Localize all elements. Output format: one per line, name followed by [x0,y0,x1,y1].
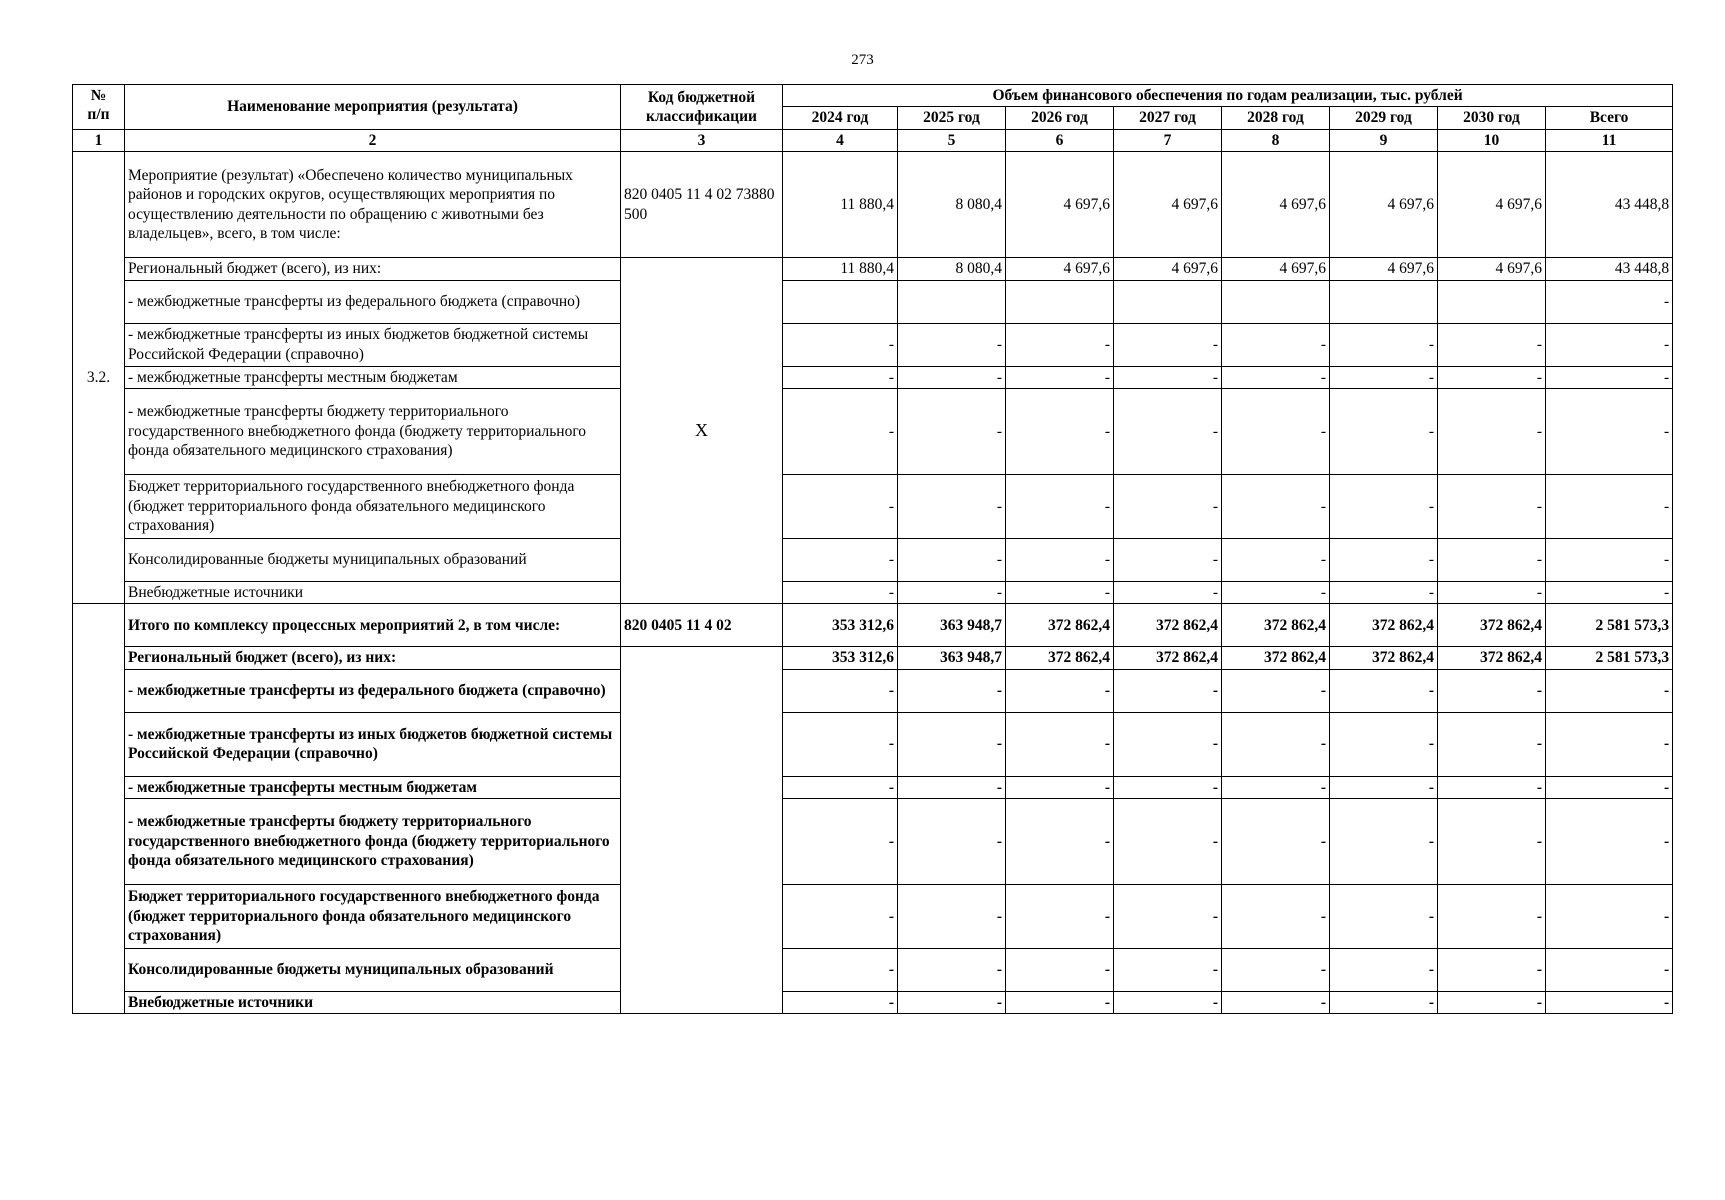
total-value-cell: - [1546,949,1673,992]
year-value-cell: - [898,669,1006,712]
activity-name-cell: Внебюджетные источники [125,581,621,603]
activity-name-cell: - межбюджетные трансферты из федерального бюджета (справочно) [125,280,621,323]
year-value-cell: - [1114,323,1222,366]
year-value-cell: - [783,388,898,474]
year-value-cell: 372 862,4 [1222,647,1330,669]
year-value-cell: - [1438,538,1546,581]
year-value-cell: - [1438,366,1546,388]
header-name: Наименование мероприятия (результата) [125,85,621,130]
year-value-cell: - [1438,581,1546,603]
header-year: 2029 год [1330,107,1438,129]
header-num: № п/п [73,85,125,130]
year-value-cell: - [783,323,898,366]
activity-name-cell: Внебюджетные источники [125,992,621,1014]
budget-code-cell: 820 0405 11 4 02 [621,604,783,647]
page-number: 273 [851,52,874,68]
year-value-cell: - [1330,885,1438,949]
year-value-cell: - [1222,712,1330,776]
year-value-cell: 363 948,7 [898,604,1006,647]
row-number-cell [73,604,125,1014]
column-index: 10 [1438,129,1546,151]
year-value-cell: - [898,799,1006,885]
year-value-cell: - [1222,366,1330,388]
year-value-cell: - [898,366,1006,388]
total-value-cell: 2 581 573,3 [1546,647,1673,669]
year-value-cell: - [1330,776,1438,798]
year-value-cell: 8 080,4 [898,152,1006,258]
activity-name-cell: - межбюджетные трансферты бюджету территориального государственного внебюджетного фонда (бюджету территориального фонда обязательного медицинского страхования) [125,388,621,474]
column-index: 8 [1222,129,1330,151]
table-row [73,323,1673,366]
year-value-cell: - [1330,799,1438,885]
year-value-cell: - [783,474,898,538]
header-code: Код бюджетной классификации [621,85,783,130]
table-row [73,280,1673,323]
year-value-cell: - [1330,949,1438,992]
year-value-cell: - [1438,776,1546,798]
year-value-cell: 4 697,6 [1006,258,1114,280]
year-value-cell: - [783,799,898,885]
budget-code-sub-cell [621,647,783,1014]
year-value-cell: - [1330,323,1438,366]
header-finance: Объем финансового обеспечения по годам реализации, тыс. рублей [783,85,1673,107]
year-value-cell: - [1114,799,1222,885]
activity-name-cell: - межбюджетные трансферты местным бюджетам [125,366,621,388]
activity-name-cell: - межбюджетные трансферты бюджету территориального государственного внебюджетного фонда (бюджету территориального фонда обязательного медицинского страхования) [125,799,621,885]
year-value-cell: - [1222,474,1330,538]
table-row [73,799,1673,885]
column-index-row [73,129,1673,151]
year-value-cell: - [1114,538,1222,581]
year-value-cell: - [783,992,898,1014]
table-row [73,669,1673,712]
total-value-cell: 2 581 573,3 [1546,604,1673,647]
year-value-cell: - [898,885,1006,949]
header-total: Всего [1546,107,1673,129]
year-value-cell: - [1006,776,1114,798]
year-value-cell: 372 862,4 [1438,647,1546,669]
total-value-cell: - [1546,776,1673,798]
total-value-cell: - [1546,280,1673,323]
year-value-cell: - [1006,712,1114,776]
activity-name-cell: Региональный бюджет (всего), из них: [125,258,621,280]
table-row [73,366,1673,388]
year-value-cell: 372 862,4 [1330,647,1438,669]
table-row [73,152,1673,258]
year-value-cell: - [1330,581,1438,603]
budget-table [72,84,1673,1014]
year-value-cell: - [1114,712,1222,776]
table-row [73,647,1673,669]
year-value-cell: - [1438,885,1546,949]
total-value-cell: - [1546,366,1673,388]
year-value-cell: - [1222,669,1330,712]
year-value-cell: - [1114,885,1222,949]
year-value-cell: - [1006,323,1114,366]
column-index: 1 [73,129,125,151]
year-value-cell: - [1006,992,1114,1014]
year-value-cell: - [898,992,1006,1014]
header-year: 2024 год [783,107,898,129]
year-value-cell: - [1222,885,1330,949]
year-value-cell: 372 862,4 [1006,604,1114,647]
total-value-cell: - [1546,799,1673,885]
header-year: 2025 год [898,107,1006,129]
year-value-cell: - [898,949,1006,992]
year-value-cell: - [1438,712,1546,776]
total-value-cell: - [1546,992,1673,1014]
table-body [73,152,1673,1014]
year-value-cell: 372 862,4 [1114,647,1222,669]
table-row [73,258,1673,280]
year-value-cell: - [1114,992,1222,1014]
year-value-cell: - [783,366,898,388]
year-value-cell: 4 697,6 [1438,152,1546,258]
table-row [73,581,1673,603]
year-value-cell: - [1006,581,1114,603]
year-value-cell [898,280,1006,323]
activity-name-cell: Консолидированные бюджеты муниципальных образований [125,538,621,581]
year-value-cell: - [1006,388,1114,474]
total-value-cell: 43 448,8 [1546,152,1673,258]
year-value-cell: 4 697,6 [1006,152,1114,258]
year-value-cell: - [1006,669,1114,712]
total-value-cell: - [1546,712,1673,776]
year-value-cell: 4 697,6 [1330,152,1438,258]
header-year: 2026 год [1006,107,1114,129]
table-row [73,949,1673,992]
total-value-cell: - [1546,581,1673,603]
total-value-cell: - [1546,669,1673,712]
year-value-cell: - [1438,323,1546,366]
year-value-cell: - [1114,669,1222,712]
year-value-cell [1114,280,1222,323]
header-year: 2028 год [1222,107,1330,129]
year-value-cell: - [898,712,1006,776]
year-value-cell: - [1114,581,1222,603]
table-row [73,992,1673,1014]
year-value-cell: - [1438,388,1546,474]
total-value-cell: - [1546,323,1673,366]
year-value-cell: - [1222,776,1330,798]
activity-name-cell: Бюджет территориального государственного внебюджетного фонда (бюджет территориального фонда обязательного медицинского страхования) [125,474,621,538]
year-value-cell: 11 880,4 [783,152,898,258]
table-row [73,885,1673,949]
year-value-cell: - [1222,949,1330,992]
year-value-cell: - [1222,581,1330,603]
year-value-cell: - [1114,949,1222,992]
column-index: 11 [1546,129,1673,151]
year-value-cell: - [1114,776,1222,798]
row-number-cell: 3.2. [73,152,125,604]
year-value-cell: 353 312,6 [783,604,898,647]
year-value-cell: - [898,538,1006,581]
year-value-cell: - [1222,799,1330,885]
year-value-cell: - [783,538,898,581]
year-value-cell: - [1114,388,1222,474]
table-row [73,604,1673,647]
year-value-cell: - [1006,949,1114,992]
year-value-cell: 8 080,4 [898,258,1006,280]
total-value-cell: - [1546,538,1673,581]
activity-name-cell: Консолидированные бюджеты муниципальных образований [125,949,621,992]
year-value-cell [783,280,898,323]
column-index: 3 [621,129,783,151]
total-value-cell: - [1546,388,1673,474]
year-value-cell: 11 880,4 [783,258,898,280]
activity-name-cell: - межбюджетные трансферты из иных бюджетов бюджетной системы Российской Федерации (справочно) [125,323,621,366]
year-value-cell: - [1330,992,1438,1014]
year-value-cell [1222,280,1330,323]
year-value-cell: - [1006,474,1114,538]
total-value-cell: - [1546,885,1673,949]
year-value-cell: - [1006,799,1114,885]
total-value-cell: 43 448,8 [1546,258,1673,280]
year-value-cell: - [1222,323,1330,366]
header-year: 2027 год [1114,107,1222,129]
year-value-cell: - [1006,366,1114,388]
year-value-cell: 4 697,6 [1114,258,1222,280]
year-value-cell: - [1330,388,1438,474]
column-index: 5 [898,129,1006,151]
year-value-cell: - [1006,538,1114,581]
year-value-cell: 4 697,6 [1222,152,1330,258]
year-value-cell: - [1438,992,1546,1014]
year-value-cell: - [1438,949,1546,992]
column-index: 7 [1114,129,1222,151]
activity-name-cell: Региональный бюджет (всего), из них: [125,647,621,669]
year-value-cell: - [783,776,898,798]
table-row [73,474,1673,538]
table-row [73,538,1673,581]
column-index: 4 [783,129,898,151]
year-value-cell: - [1222,992,1330,1014]
year-value-cell: 372 862,4 [1438,604,1546,647]
year-value-cell [1330,280,1438,323]
year-value-cell: - [1330,712,1438,776]
year-value-cell: - [1222,388,1330,474]
year-value-cell: 4 697,6 [1330,258,1438,280]
table-row [73,388,1673,474]
total-value-cell: - [1546,474,1673,538]
year-value-cell: 372 862,4 [1114,604,1222,647]
header-row-1 [73,85,1673,107]
year-value-cell: - [1438,474,1546,538]
table-row [73,712,1673,776]
year-value-cell: - [898,323,1006,366]
column-index: 2 [125,129,621,151]
year-value-cell: - [1006,885,1114,949]
year-value-cell: 372 862,4 [1330,604,1438,647]
year-value-cell: - [783,885,898,949]
year-value-cell: - [1222,538,1330,581]
year-value-cell: - [1330,474,1438,538]
activity-name-cell: Итого по комплексу процессных мероприятий 2, в том числе: [125,604,621,647]
year-value-cell: - [898,776,1006,798]
activity-name-cell: - межбюджетные трансферты из федерального бюджета (справочно) [125,669,621,712]
year-value-cell: - [898,581,1006,603]
column-index: 9 [1330,129,1438,151]
year-value-cell: - [898,388,1006,474]
year-value-cell: 4 697,6 [1438,258,1546,280]
year-value-cell: - [898,474,1006,538]
year-value-cell: - [1330,538,1438,581]
year-value-cell: - [1438,799,1546,885]
activity-name-cell: - межбюджетные трансферты местным бюджетам [125,776,621,798]
column-index: 6 [1006,129,1114,151]
year-value-cell: - [783,581,898,603]
year-value-cell: - [783,949,898,992]
budget-code-cell: 820 0405 11 4 02 73880 500 [621,152,783,258]
year-value-cell: - [1114,366,1222,388]
year-value-cell: - [783,669,898,712]
activity-name-cell: Бюджет территориального государственного внебюджетного фонда (бюджет территориального фонда обязательного медицинского страхования) [125,885,621,949]
year-value-cell: - [783,712,898,776]
year-value-cell: - [1330,669,1438,712]
year-value-cell: - [1438,669,1546,712]
year-value-cell: - [1114,474,1222,538]
activity-name-cell: Мероприятие (результат) «Обеспечено количество муниципальных районов и городских округов, осуществляющих мероприятия по осуществлению деятельности по обращению с животными без владельцев», всего, в том числе: [125,152,621,258]
year-value-cell [1438,280,1546,323]
year-value-cell: 4 697,6 [1222,258,1330,280]
activity-name-cell: - межбюджетные трансферты из иных бюджетов бюджетной системы Российской Федерации (справочно) [125,712,621,776]
year-value-cell [1006,280,1114,323]
year-value-cell: - [1330,366,1438,388]
year-value-cell: 363 948,7 [898,647,1006,669]
year-value-cell: 372 862,4 [1222,604,1330,647]
year-value-cell: 4 697,6 [1114,152,1222,258]
table-row [73,776,1673,798]
header-year: 2030 год [1438,107,1546,129]
budget-code-sub-cell: X [621,258,783,604]
year-value-cell: 353 312,6 [783,647,898,669]
year-value-cell: 372 862,4 [1006,647,1114,669]
